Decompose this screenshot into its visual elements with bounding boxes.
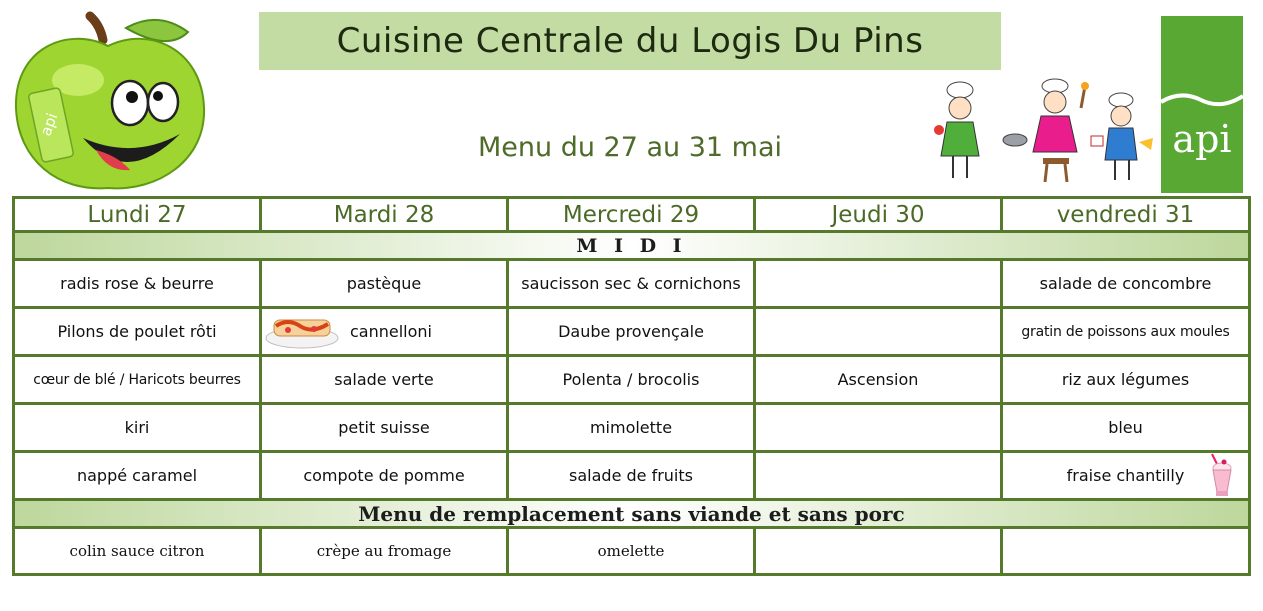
day-header-row <box>14 198 1250 232</box>
dish-cell <box>755 260 1002 308</box>
alt-dish-cell: crèpe au fromage <box>261 528 508 575</box>
dish-cell: mimolette <box>508 404 755 452</box>
alt-dish-cell <box>755 528 1002 575</box>
table-row <box>14 260 1250 308</box>
cannelloni-dish-icon <box>264 312 340 350</box>
dish-cell: bleu <box>1002 404 1250 452</box>
alt-menu-title: Menu de remplacement sans viande et sans porc <box>14 500 1250 528</box>
dish-cell <box>1002 452 1250 500</box>
apple-mascot-icon <box>8 10 213 192</box>
dish-cell: Pilons de poulet rôti <box>14 308 261 356</box>
table-row <box>14 404 1250 452</box>
dish-cell <box>755 404 1002 452</box>
alt-menu-band-row <box>14 500 1250 528</box>
dish-name: cannelloni <box>350 322 432 341</box>
midi-label: M I D I <box>14 232 1250 260</box>
dish-cell: petit suisse <box>261 404 508 452</box>
dish-cell: salade de fruits <box>508 452 755 500</box>
title-banner <box>259 12 1001 70</box>
dish-cell <box>755 452 1002 500</box>
dish-cell: salade de concombre <box>1002 260 1250 308</box>
day-header: vendredi 31 <box>1002 198 1250 232</box>
table-row <box>14 528 1250 575</box>
alt-dish-cell: omelette <box>508 528 755 575</box>
holiday-cell: Ascension <box>755 356 1002 404</box>
table-row <box>14 452 1250 500</box>
dish-cell: radis rose & beurre <box>14 260 261 308</box>
dish-cell: pastèque <box>261 260 508 308</box>
alt-dish-cell: colin sauce citron <box>14 528 261 575</box>
midi-band-row <box>14 232 1250 260</box>
api-logo-text: api <box>1172 117 1232 161</box>
menu-date-range: Menu du 27 au 31 mai <box>477 132 782 163</box>
dish-cell: cœur de blé / Haricots beurres <box>14 356 261 404</box>
dish-cell: saucisson sec & cornichons <box>508 260 755 308</box>
dish-cell: nappé caramel <box>14 452 261 500</box>
table-row <box>14 356 1250 404</box>
day-header: Mercredi 29 <box>508 198 755 232</box>
dish-cell: riz aux légumes <box>1002 356 1250 404</box>
svg-text:api: api <box>36 110 62 139</box>
dish-cell: kiri <box>14 404 261 452</box>
dish-cell: gratin de poissons aux moules <box>1002 308 1250 356</box>
page-title: Cuisine Centrale du Logis Du Pins <box>336 21 924 61</box>
dish-cell <box>755 308 1002 356</box>
dish-name: fraise chantilly <box>1066 466 1185 485</box>
table-row <box>14 308 1250 356</box>
kids-chefs-icon <box>933 78 1158 188</box>
day-header: Jeudi 30 <box>755 198 1002 232</box>
alt-dish-cell <box>1002 528 1250 575</box>
dish-cell: salade verte <box>261 356 508 404</box>
milkshake-icon <box>1192 452 1248 500</box>
dish-cell: compote de pomme <box>261 452 508 500</box>
dish-cell: Daube provençale <box>508 308 755 356</box>
api-logo <box>1161 16 1243 193</box>
weekly-menu-table <box>12 196 1251 576</box>
day-header: Mardi 28 <box>261 198 508 232</box>
dish-cell <box>261 308 508 356</box>
day-header: Lundi 27 <box>14 198 261 232</box>
dish-cell: Polenta / brocolis <box>508 356 755 404</box>
